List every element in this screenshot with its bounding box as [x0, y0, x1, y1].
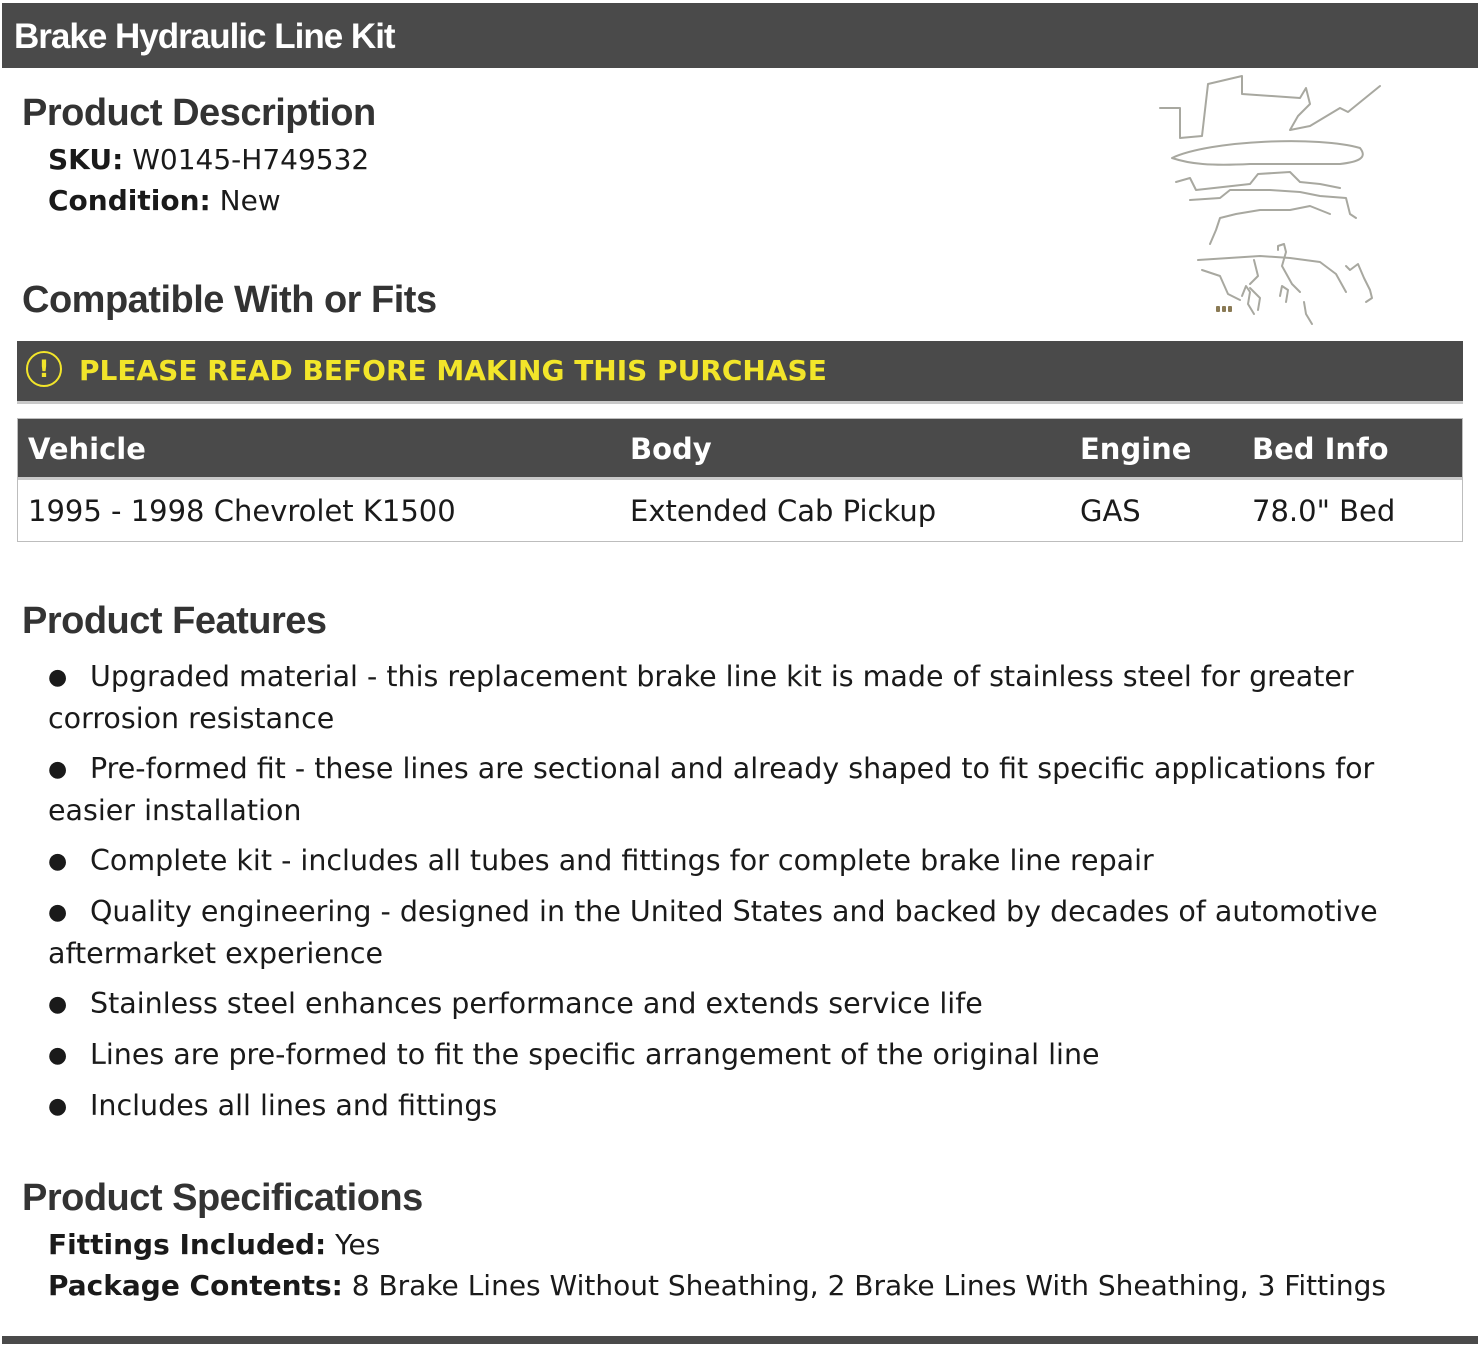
column-header-body: Body: [630, 432, 712, 466]
fitment-table-header: [18, 419, 1462, 480]
list-item: ● Upgraded material - this replacement brake line kit is made of stainless steel for greater corrosion resistance: [48, 656, 1468, 739]
fitment-table: [17, 418, 1463, 542]
list-item: ● Lines are pre-formed to fit the specific arrangement of the original line: [48, 1034, 1468, 1076]
sku-line: [48, 142, 369, 178]
cell-engine: GAS: [1080, 494, 1141, 528]
brake-line-kit-image: [1150, 70, 1390, 330]
column-header-bed-info: Bed Info: [1252, 432, 1389, 466]
fittings-value: Yes: [335, 1228, 381, 1261]
purchase-warning-banner: [17, 341, 1463, 404]
list-item: ● Complete kit - includes all tubes and fittings for complete brake line repair: [48, 840, 1468, 882]
column-header-vehicle: Vehicle: [28, 432, 146, 466]
exclamation-circle-icon: !: [26, 351, 62, 387]
bottom-divider: [2, 1336, 1478, 1344]
product-specifications-heading: Product Specifications: [22, 1177, 423, 1219]
bullet-icon: ●: [48, 665, 68, 690]
table-row: [18, 480, 1462, 542]
cell-vehicle: 1995 - 1998 Chevrolet K1500: [28, 494, 456, 528]
column-header-engine: Engine: [1080, 432, 1192, 466]
features-list: [48, 656, 1468, 1136]
package-contents-label: Package Contents:: [48, 1269, 343, 1302]
cell-body: Extended Cab Pickup: [630, 494, 937, 528]
bullet-icon: ●: [48, 757, 68, 782]
package-contents-line: [48, 1268, 1386, 1304]
warning-text: PLEASE READ BEFORE MAKING THIS PURCHASE: [79, 354, 827, 387]
product-description-heading: Product Description: [22, 92, 376, 134]
list-item: ● Quality engineering - designed in the United States and backed by decades of automotive aftermarket experience: [48, 891, 1468, 974]
package-contents-value: 8 Brake Lines Without Sheathing, 2 Brake Lines With Sheathing, 3 Fittings: [351, 1269, 1386, 1302]
fittings-label: Fittings Included:: [48, 1228, 327, 1261]
condition-label: Condition:: [48, 184, 211, 217]
product-features-heading: Product Features: [22, 600, 327, 642]
page-title: Brake Hydraulic Line Kit: [14, 17, 395, 56]
compatibility-heading: Compatible With or Fits: [22, 279, 437, 321]
sku-label: SKU:: [48, 143, 124, 176]
condition-line: [48, 183, 281, 219]
condition-value: New: [219, 184, 281, 217]
list-item: ● Pre-formed fit - these lines are sectional and already shaped to fit specific applications for easier installation: [48, 748, 1468, 831]
list-item: ● Stainless steel enhances performance and extends service life: [48, 983, 1468, 1025]
fittings-included-line: [48, 1227, 380, 1263]
sku-value: W0145-H749532: [132, 143, 370, 176]
bullet-icon: ●: [48, 849, 68, 874]
bullet-icon: ●: [48, 1043, 68, 1068]
bullet-icon: ●: [48, 900, 68, 925]
bullet-icon: ●: [48, 992, 68, 1017]
list-item: ● Includes all lines and fittings: [48, 1085, 1468, 1127]
cell-bed-info: 78.0" Bed: [1252, 494, 1396, 528]
title-bar: [2, 3, 1478, 68]
bullet-icon: ●: [48, 1094, 68, 1119]
